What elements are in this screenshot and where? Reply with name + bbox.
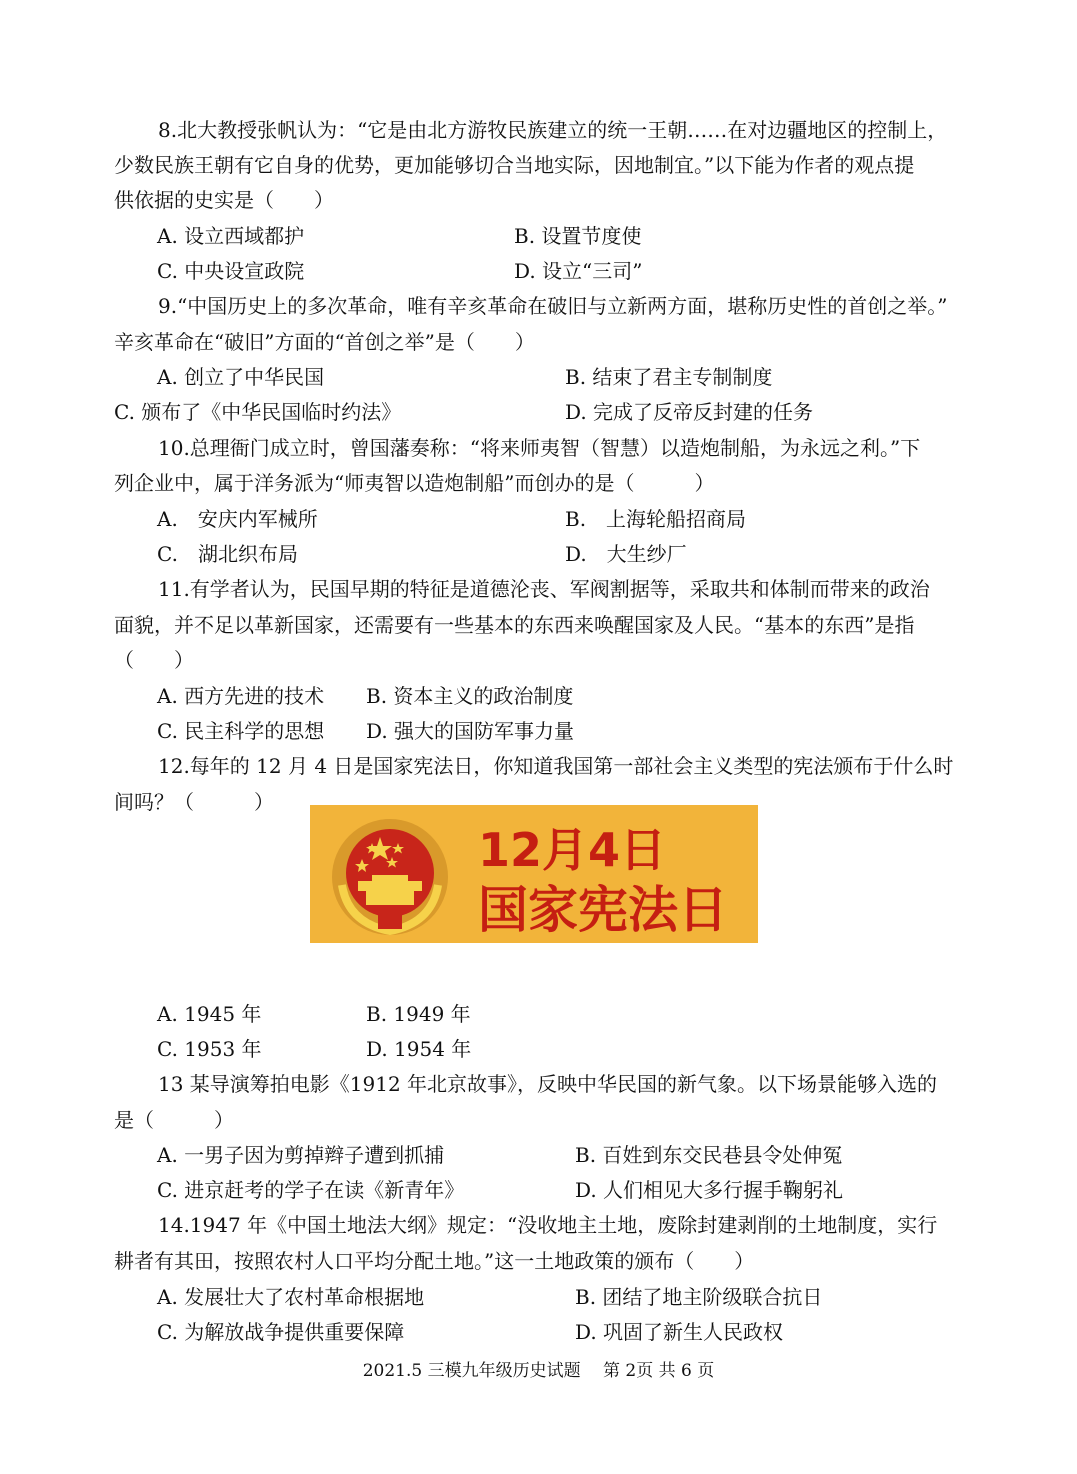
q8-option-d: D. 设立“三司” [514, 259, 643, 283]
q9-option-b: B. 结束了君主专制制度 [565, 365, 773, 389]
banner-date-text: 12月4日 [478, 823, 667, 877]
constitution-day-banner [310, 805, 758, 943]
page-footer: 2021.5 三模九年级历史试题 第 2页 共 6 页 [362, 1361, 715, 1381]
q13-option-c: C. 进京赶考的学子在读《新青年》 [157, 1178, 465, 1202]
q12-stem-line-1: 12.每年的 12 月 4 日是国家宪法日，你知道我国第一部社会主义类型的宪法颁布于什么时 [158, 754, 954, 778]
q11-option-c: C. 民主科学的思想 [157, 719, 325, 743]
national-emblem-icon [328, 815, 452, 939]
q9-stem-line-1: 9.“中国历史上的多次革命，唯有辛亥革命在破旧与立新两方面，堪称历史性的首创之举。” [158, 294, 948, 318]
q11-option-a: A. 西方先进的技术 [157, 684, 325, 708]
q10-stem-line-2: 列企业中，属于洋务派为“师夷智以造炮制船”而创办的是（ ） [114, 471, 715, 495]
q10-option-b: B. 上海轮船招商局 [565, 507, 747, 531]
q13-stem-line-1: 13 某导演筹拍电影《1912 年北京故事》，反映中华民国的新气象。以下场景能够入选的 [158, 1072, 938, 1096]
q12-stem-line-2: 间吗？（ ） [114, 790, 274, 814]
q10-option-d: D. 大生纱厂 [565, 542, 687, 566]
banner-title-text: 国家宪法日 [478, 881, 728, 939]
q10-stem-line-1: 10.总理衙门成立时，曾国藩奏称：“将来师夷智（智慧）以造炮制船，为永远之利。”下 [158, 436, 921, 460]
q8-stem-line-3: 供依据的史实是（ ） [114, 188, 334, 212]
q13-stem-line-2: 是（ ） [114, 1108, 234, 1132]
q11-stem-line-1: 11.有学者认为，民国早期的特征是道德沦丧、军阀割据等，采取共和体制而带来的政治 [158, 577, 930, 601]
q12-option-c: C. 1953 年 [157, 1037, 262, 1061]
q13-option-b: B. 百姓到东交民巷县令处伸冤 [575, 1143, 843, 1167]
q8-option-a: A. 设立西域都护 [157, 224, 305, 248]
q9-option-d: D. 完成了反帝反封建的任务 [565, 400, 814, 424]
q9-option-c: C. 颁布了《中华民国临时约法》 [114, 400, 402, 424]
q10-option-c: C. 湖北织布局 [157, 542, 298, 566]
q9-stem-line-2: 辛亥革命在“破旧”方面的“首创之举”是（ ） [114, 330, 535, 354]
q12-option-b: B. 1949 年 [366, 1002, 471, 1026]
q8-option-b: B. 设置节度使 [514, 224, 642, 248]
q14-option-a: A. 发展壮大了农村革命根据地 [157, 1285, 425, 1309]
q11-stem-line-2: 面貌，并不足以革新国家，还需要有一些基本的东西来唤醒国家及人民。“基本的东西”是指 [114, 613, 915, 637]
q14-stem-line-2: 耕者有其田，按照农村人口平均分配土地。”这一土地政策的颁布（ ） [114, 1249, 755, 1273]
q12-option-a: A. 1945 年 [157, 1002, 262, 1026]
q10-option-a: A. 安庆内军械所 [157, 507, 318, 531]
q11-option-b: B. 资本主义的政治制度 [366, 684, 574, 708]
q14-stem-line-1: 14.1947 年《中国土地法大纲》规定：“没收地主土地，废除封建剥削的土地制度，实行 [158, 1213, 938, 1237]
q11-option-d: D. 强大的国防军事力量 [366, 719, 575, 743]
q14-option-c: C. 为解放战争提供重要保障 [157, 1320, 405, 1344]
q12-option-d: D. 1954 年 [366, 1037, 472, 1061]
q8-stem-line-1: 8.北大教授张帆认为：“它是由北方游牧民族建立的统一王朝……在对边疆地区的控制上， [158, 118, 948, 142]
q11-stem-line-3: （ ） [114, 648, 194, 672]
q13-option-a: A. 一男子因为剪掉辫子遭到抓捕 [157, 1143, 445, 1167]
q13-option-d: D. 人们相见大多行握手鞠躬礼 [575, 1178, 844, 1202]
q14-option-d: D. 巩固了新生人民政权 [575, 1320, 784, 1344]
q14-option-b: B. 团结了地主阶级联合抗日 [575, 1285, 823, 1309]
q9-option-a: A. 创立了中华民国 [157, 365, 325, 389]
q8-stem-line-2: 少数民族王朝有它自身的优势，更加能够切合当地实际，因地制宜。”以下能为作者的观点提 [114, 153, 915, 177]
q8-option-c: C. 中央设宣政院 [157, 259, 305, 283]
